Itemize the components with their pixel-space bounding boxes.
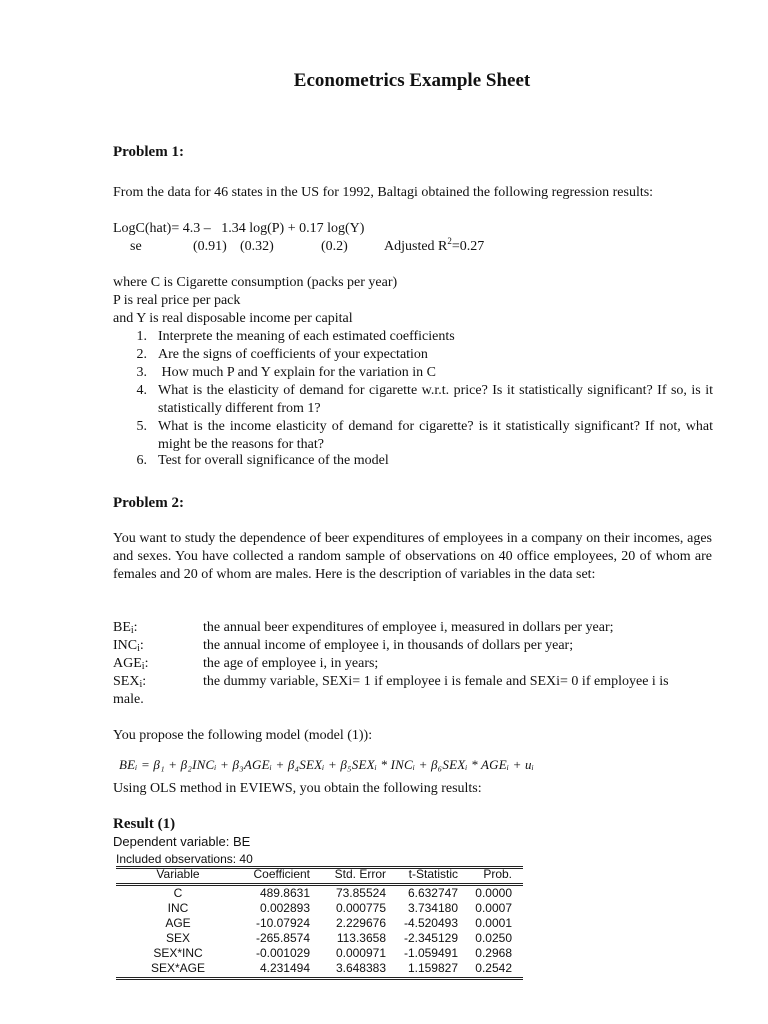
se-value: (0.2) bbox=[321, 239, 348, 254]
column-header: Prob. bbox=[483, 867, 512, 881]
table-row bbox=[116, 946, 523, 961]
table-cell: 0.0001 bbox=[475, 916, 512, 930]
column-header: Coefficient bbox=[253, 867, 310, 881]
table-rule bbox=[116, 883, 523, 884]
regression-equation: LogC(hat)= 4.3 – 1.34 log(P) + 0.17 log(Y) bbox=[113, 221, 365, 236]
column-header: Variable bbox=[156, 867, 200, 881]
table-row bbox=[116, 886, 523, 901]
table-cell: -1.059491 bbox=[403, 946, 458, 960]
included-observations: Included observations: 40 bbox=[116, 852, 253, 866]
table-cell: SEX*AGE bbox=[150, 961, 206, 975]
se-value: (0.91) bbox=[193, 239, 227, 254]
variable-continuation: male. bbox=[113, 692, 144, 707]
where-line: where C is Cigarette consumption (packs per year) bbox=[113, 275, 398, 290]
result-heading: Result (1) bbox=[113, 816, 176, 832]
page-title: Econometrics Example Sheet bbox=[293, 70, 531, 91]
ols-line: Using OLS method in EVIEWS, you obtain the following results: bbox=[113, 781, 482, 796]
table-cell: 0.000971 bbox=[335, 946, 386, 960]
table-cell: -4.520493 bbox=[403, 916, 458, 930]
variable-list bbox=[113, 619, 713, 709]
table-cell: 0.002893 bbox=[259, 901, 310, 915]
list-text: Test for overall significance of the model bbox=[158, 453, 389, 468]
table-rule bbox=[116, 979, 523, 980]
table-cell: C bbox=[173, 886, 183, 900]
table-cell: 0.0250 bbox=[475, 931, 512, 945]
table-cell: SEX bbox=[165, 931, 190, 945]
table-cell: 1.159827 bbox=[407, 961, 458, 975]
table-cell: -10.07924 bbox=[255, 916, 310, 930]
table-cell: 0.000775 bbox=[335, 901, 386, 915]
variable-name: $BE_i$: bbox=[113, 620, 138, 636]
table-cell: SEX*INC bbox=[153, 946, 203, 960]
table-row bbox=[116, 931, 523, 946]
list-text: What is the income elasticity of demand for cigarette? is it statistically significant? If not, what might be the reasons for that? bbox=[158, 419, 713, 452]
dependent-variable: Dependent variable: BE bbox=[113, 834, 251, 849]
list-number: 3. bbox=[136, 365, 147, 380]
variable-name: $AGE_i$: bbox=[113, 656, 149, 672]
variable-definition: the dummy variable, SEXi= 1 if employee i is female and SEXi= 0 if employee i is bbox=[203, 674, 669, 689]
column-header: t-Statistic bbox=[408, 867, 458, 881]
table-cell: 6.632747 bbox=[407, 886, 458, 900]
se-label: se bbox=[130, 239, 142, 254]
table-cell: -265.8574 bbox=[255, 931, 310, 945]
table-cell: 2.229676 bbox=[335, 916, 386, 930]
table-header-row bbox=[116, 867, 523, 882]
table-cell: 0.0000 bbox=[475, 886, 512, 900]
se-value: (0.32) bbox=[240, 239, 274, 254]
table-cell: -2.345129 bbox=[403, 931, 458, 945]
variable-definition: the annual beer expenditures of employee i, measured in dollars per year; bbox=[203, 620, 614, 635]
table-row bbox=[116, 916, 523, 931]
where-line: P is real price per pack bbox=[113, 293, 241, 308]
table-cell: INC bbox=[167, 901, 189, 915]
table-cell: 3.734180 bbox=[407, 901, 458, 915]
problem1-heading: Problem 1: bbox=[113, 144, 184, 160]
table-cell: 0.0007 bbox=[475, 901, 512, 915]
list-number: 6. bbox=[136, 453, 147, 468]
problem2-heading: Problem 2: bbox=[113, 495, 184, 511]
adjusted-r2-superscript: 2 bbox=[447, 236, 452, 246]
list-text: Interprete the meaning of each estimated coefficients bbox=[158, 329, 455, 344]
variable-definition: the annual income of employee i, in thousands of dollars per year; bbox=[203, 638, 574, 653]
adjusted-r2-value: =0.27 bbox=[451, 239, 485, 254]
list-text: What is the elasticity of demand for cigarette w.r.t. price? Is it statistically significant? If so, is it statistically different from 1? bbox=[158, 383, 713, 416]
variable-definition: the age of employee i, in years; bbox=[203, 656, 379, 671]
model-intro: You propose the following model (model (1)): bbox=[113, 728, 373, 743]
table-cell: 113.3658 bbox=[336, 931, 386, 945]
table-row bbox=[116, 961, 523, 976]
table-cell: 489.8631 bbox=[259, 886, 310, 900]
model-equation: BEᵢ = β₁ + β₂INCᵢ + β₃AGEᵢ + β₄SEXᵢ + β₅SEXᵢ * INCᵢ + β₆SEXᵢ * AGEᵢ + uᵢ bbox=[119, 757, 534, 772]
table-cell: -0.001029 bbox=[255, 946, 310, 960]
where-line: and Y is real disposable income per capital bbox=[113, 311, 353, 326]
list-number: 5. bbox=[136, 419, 147, 434]
list-number: 1. bbox=[136, 329, 147, 344]
table-cell: 0.2542 bbox=[475, 961, 512, 975]
table-cell: 0.2968 bbox=[475, 946, 512, 960]
column-header: Std. Error bbox=[334, 867, 386, 881]
problem1-intro: From the data for 46 states in the US for 1992, Baltagi obtained the following regression results: bbox=[113, 185, 654, 200]
problem2-intro: You want to study the dependence of beer expenditures of employees in a company on their incomes, ages and sexes. You have collected a random sample of observations on 40 office employees, 20 of whom are females and 20 of whom are males. Here is the description of variables in the data set: bbox=[113, 531, 712, 582]
variable-name: $SEX_i$: bbox=[113, 674, 147, 690]
table-cell: 4.231494 bbox=[259, 961, 310, 975]
list-number: 2. bbox=[136, 347, 147, 362]
list-number: 4. bbox=[136, 383, 147, 398]
adjusted-r2-prefix: Adjusted R bbox=[384, 239, 448, 254]
table-rule bbox=[116, 977, 523, 978]
table-cell: AGE bbox=[165, 916, 191, 930]
list-text: Are the signs of coefficients of your expectation bbox=[158, 347, 428, 362]
table-cell: 3.648383 bbox=[335, 961, 386, 975]
list-text: How much P and Y explain for the variation in C bbox=[158, 365, 436, 380]
table-cell: 73.85524 bbox=[335, 886, 386, 900]
adjusted-r2 bbox=[384, 238, 484, 256]
question-list bbox=[133, 328, 713, 478]
variable-name: $INC_i$: bbox=[113, 638, 144, 654]
table-row bbox=[116, 901, 523, 916]
